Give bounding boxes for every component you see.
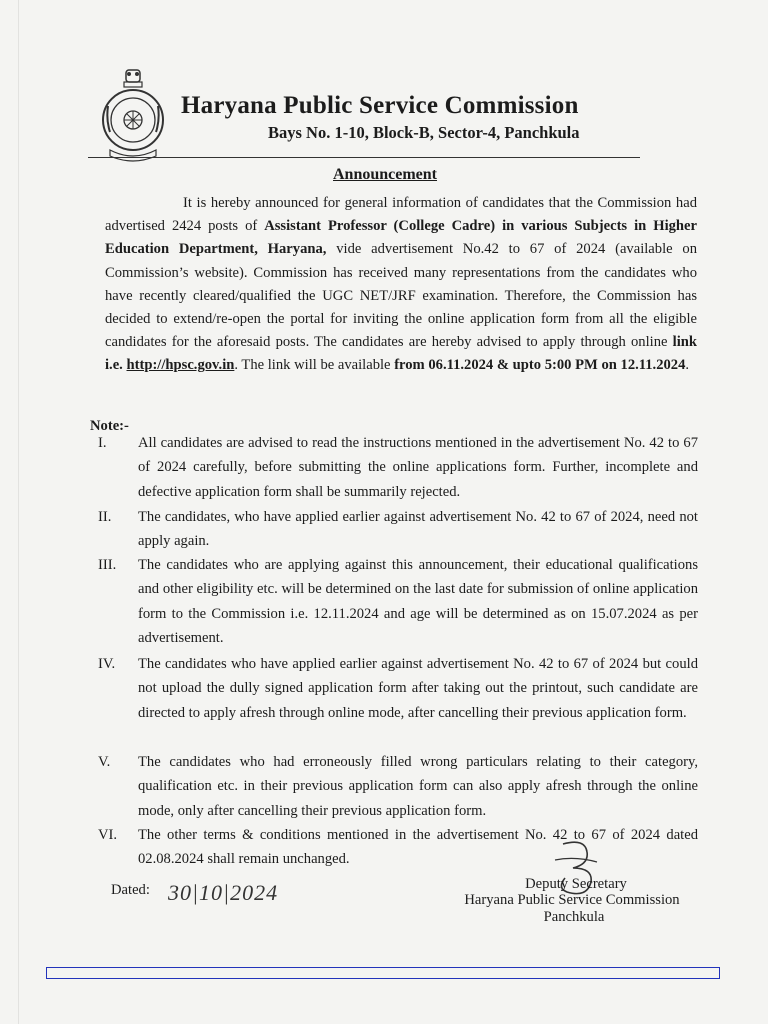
- body-text-3: . The link will be available: [234, 357, 395, 374]
- announcement-title: Announcement: [333, 166, 438, 183]
- body-text-2: vide advertisement No.42 to 67 of 2024 (available on Commission’s website). Commission has received many representations from the candidates who have recently cleared/qualified the UGC NET/JRF examination. Therefore, the Commission has decided to extend/re-open the portal for inviting the online application form from all the eligible candidates for the aforesaid posts. The candidates are hereby advised to apply through online: [105, 241, 697, 351]
- note-text: The candidates who have applied earlier against advertisement No. 42 to 67 of 2024 but could not upload the dully signed application form after taking out the printout, such candidate are directed to apply afresh through online mode, after cancelling their previous application form.: [138, 656, 698, 721]
- note-number: V.: [98, 754, 111, 770]
- bottom-blue-border-bar: [46, 967, 720, 979]
- body-bold-link-label: link i.e.: [105, 334, 697, 374]
- body-text-4: .: [685, 357, 690, 374]
- note-number: VI.: [98, 827, 118, 843]
- note-heading: Note:-: [90, 418, 129, 434]
- organization-address: Bays No. 1-10, Block-B, Sector-4, Panchkula: [268, 123, 580, 142]
- note-number: III.: [98, 557, 117, 573]
- announcement-body: [105, 192, 697, 378]
- note-item-4: [98, 652, 698, 725]
- signatory-place: Panchkula: [543, 909, 605, 925]
- hpsc-website-link[interactable]: http://hpsc.gov.in: [126, 357, 235, 374]
- note-item-2: [98, 505, 698, 554]
- note-item-1: [98, 431, 698, 504]
- signatory-organization: Haryana Public Service Commission: [464, 892, 680, 908]
- hpsc-emblem-icon: [96, 66, 170, 166]
- body-bold-dates: from 06.11.2024 & upto 5:00 PM on 12.11.2024: [394, 357, 686, 374]
- note-text: The candidates, who have applied earlier against advertisement No. 42 to 67 of 2024, need not apply again.: [138, 509, 698, 550]
- signatory-designation: Deputy Secretary: [525, 876, 627, 892]
- note-number: I.: [98, 435, 107, 451]
- body-text-1: It is hereby announced for general information of candidates that the Commission had advertised 2424 posts of: [105, 195, 697, 235]
- handwritten-date: 30|10|2024: [168, 880, 279, 905]
- note-text: The other terms & conditions mentioned in the advertisement No. 42 to 67 of 2024 dated 02.08.2024 shall remain unchanged.: [138, 827, 698, 868]
- note-text: The candidates who had erroneously filled wrong particulars relating to their category, qualification etc. in their previous application form can also apply afresh through the online mode, only after cancelling their previous application form.: [138, 754, 698, 819]
- note-number: IV.: [98, 656, 116, 672]
- note-item-3: [98, 553, 698, 650]
- note-item-5: [98, 750, 698, 823]
- note-text: All candidates are advised to read the instructions mentioned in the advertisement No. 42 to 67 of 2024 carefully, before submitting the online applications form. Further, incomplete and defective application form shall be summarily rejected.: [138, 435, 698, 500]
- note-number: II.: [98, 509, 112, 525]
- scan-edge-line: [18, 0, 19, 1024]
- header-divider: [88, 157, 640, 158]
- note-text: The candidates who are applying against this announcement, their educational qualifications and other eligibility etc. will be determined on the last date for submission of online application form to the Commission i.e. 12.11.2024 and age will be determined as on 15.07.2024 as per advertisement.: [138, 557, 698, 646]
- body-bold-post: Assistant Professor (College Cadre) in various Subjects in Higher Education Department, Haryana,: [105, 218, 697, 258]
- organization-name: Haryana Public Service Commission: [181, 92, 579, 119]
- dated-label: Dated:: [111, 882, 150, 898]
